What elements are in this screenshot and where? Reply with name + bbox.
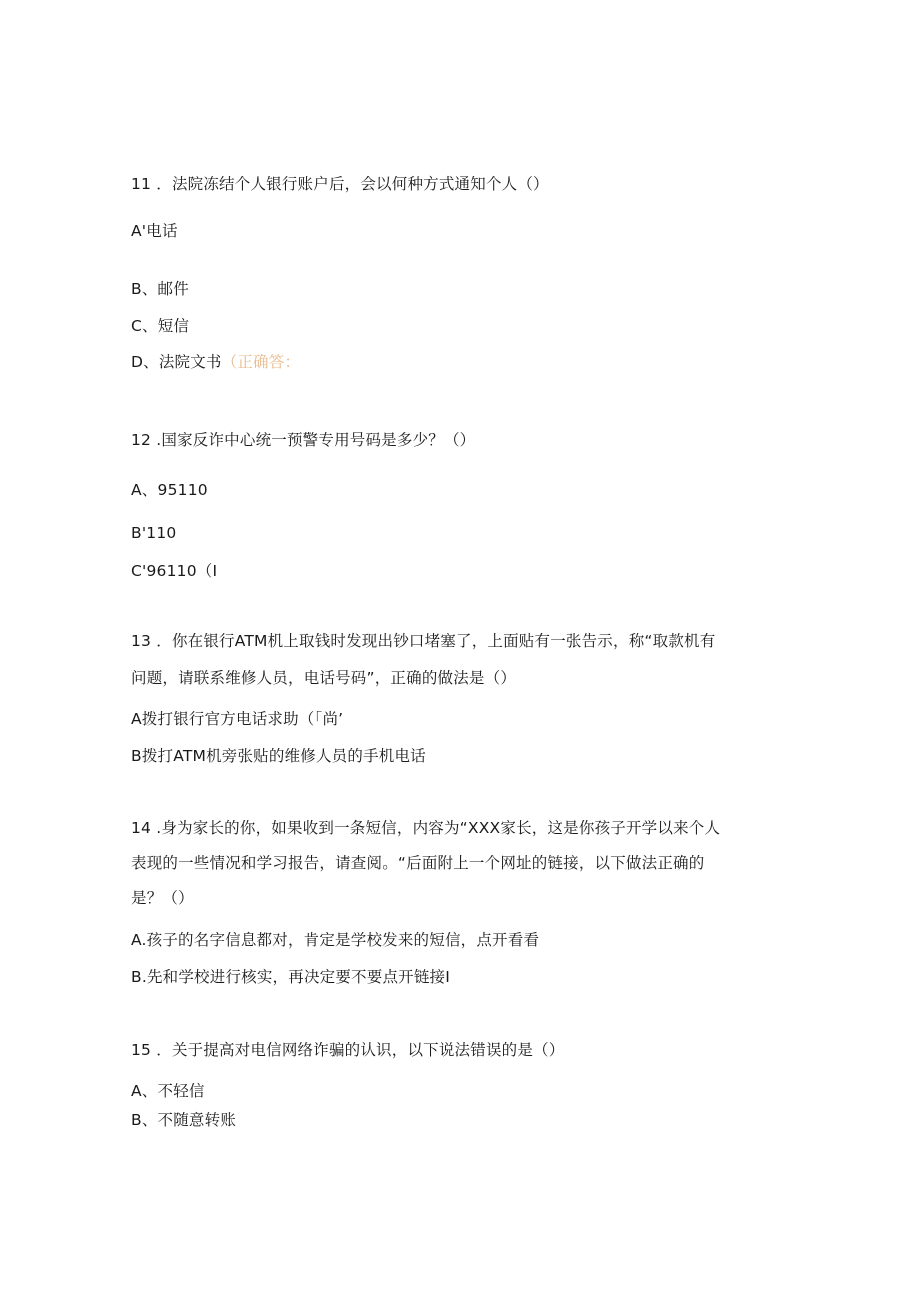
question-14-option-a: A.孩子的名字信息都对，肯定是学校发来的短信，点开看看 <box>131 931 540 949</box>
question-11-option-d <box>131 352 300 372</box>
question-11-option-c: C、短信 <box>131 317 190 335</box>
question-15-option-a: A、不轻信 <box>131 1082 205 1100</box>
question-12-option-b: B'110 <box>131 524 177 542</box>
question-11-option-d-label: D、法院文书 <box>131 353 222 371</box>
question-14-text-line-2: 表现的一些情况和学习报告，请查阅。“后面附上一个网址的链接，以下做法正确的 <box>131 854 705 872</box>
question-14-option-b: B.先和学校进行核实，再决定要不要点开链接I <box>131 968 451 986</box>
question-13-option-a: A拨打银行官方电话求助（「尚’ <box>131 710 344 728</box>
question-12-text: 12 .国家反诈中心统一预警专用号码是多少？（） <box>131 431 476 449</box>
question-14-text-line-1: 14 .身为家长的你，如果收到一条短信，内容为“XXX家长，这是你孩子开学以来个人 <box>131 819 721 837</box>
question-13-option-b: B拨打ATM机旁张贴的维修人员的手机电话 <box>131 747 426 765</box>
question-14-text-line-3: 是？（） <box>131 889 194 907</box>
question-11-option-a: A'电话 <box>131 222 178 240</box>
question-12-option-a: A、95110 <box>131 481 208 499</box>
question-11-text: 11 ．法院冻结个人银行账户后，会以何种方式通知个人（） <box>131 175 549 193</box>
answer-hint: （正确答： <box>221 353 301 371</box>
question-15-text: 15 ．关于提高对电信网络诈骗的认识，以下说法错误的是（） <box>131 1041 565 1059</box>
question-15-option-b: B、不随意转账 <box>131 1111 237 1129</box>
question-12-option-c: C'96110（I <box>131 562 218 580</box>
question-13-text-line-2: 问题，请联系维修人员，电话号码”，正确的做法是（） <box>131 669 517 687</box>
question-11-option-b: B、邮件 <box>131 280 189 298</box>
question-13-text-line-1: 13 ．你在银行ATM机上取钱时发现出钞口堵塞了，上面贴有一张告示，称“取款机有 <box>131 632 716 650</box>
